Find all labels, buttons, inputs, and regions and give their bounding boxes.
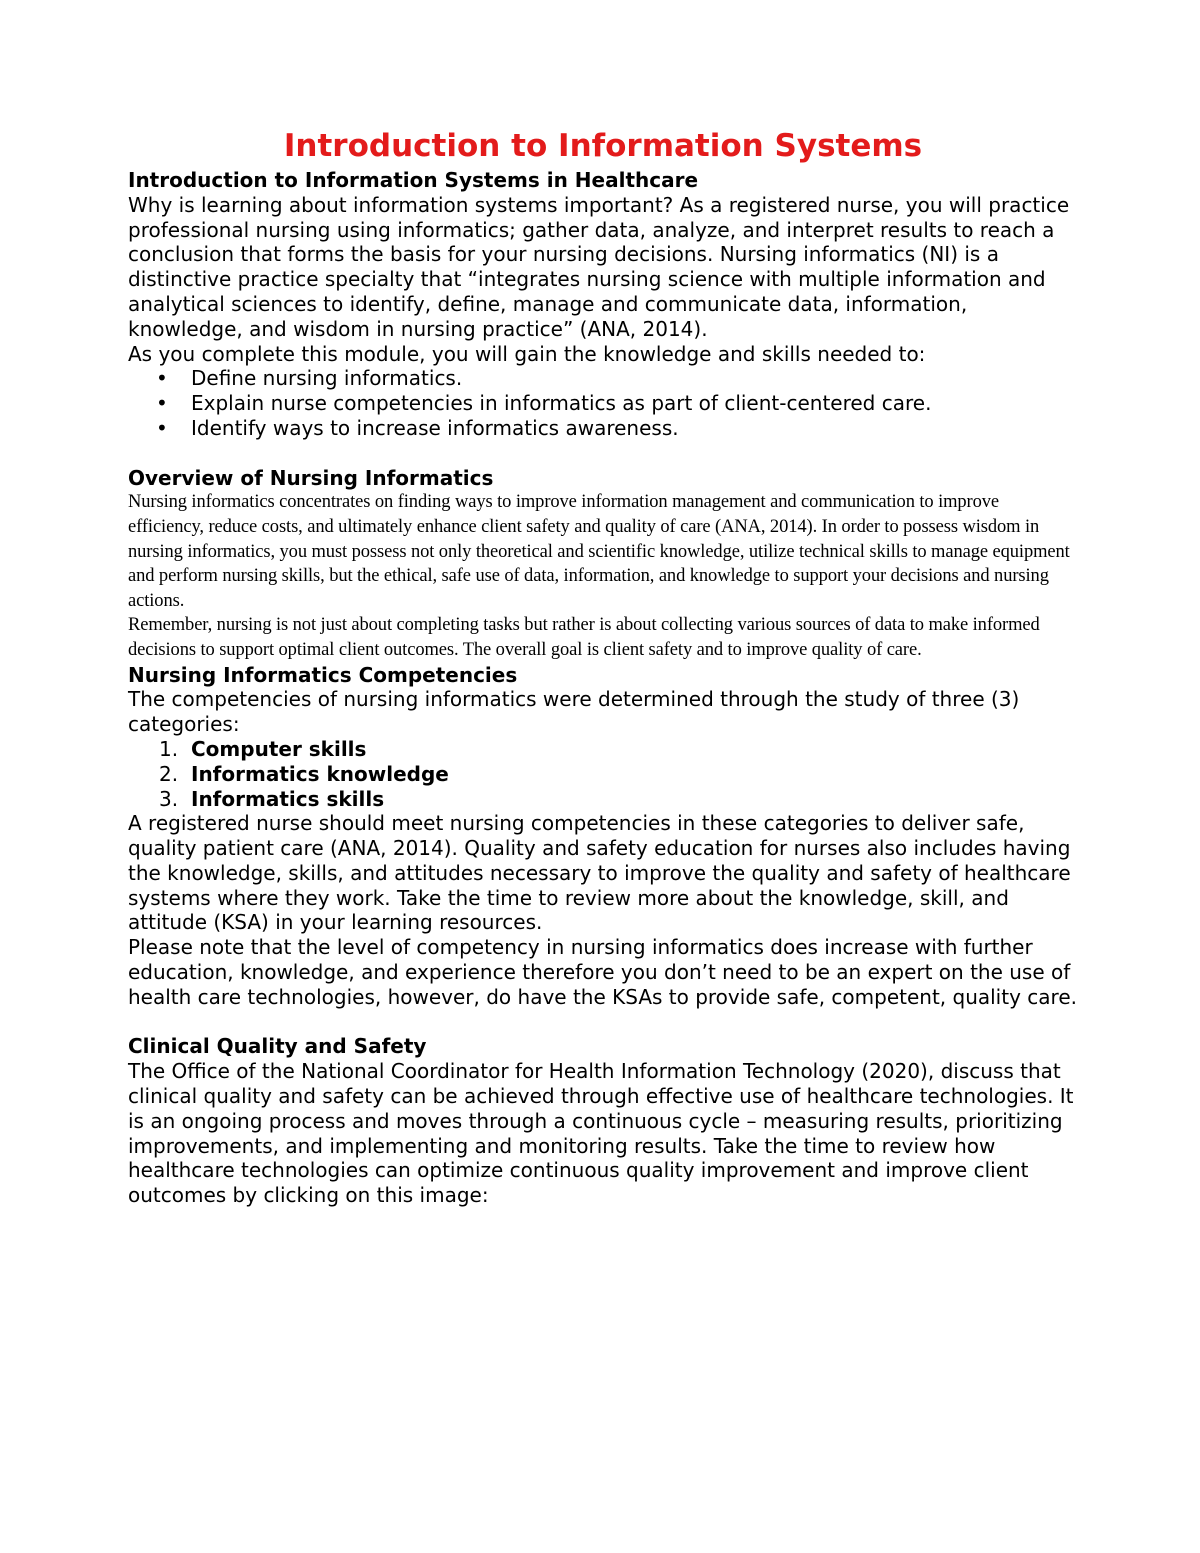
list-item-text: Computer skills [191,736,367,761]
list-item [128,391,1078,416]
competencies-list [128,737,1078,811]
bullet-icon: • [156,366,168,391]
competencies-paragraph: A registered nurse should meet nursing competencies in these categories to deliver safe, quality patient care (ANA, 2014). Quality and safety education for nurses also includes having the knowledge, skills, and attitudes necessary to improve the quality and safety of healthcare systems where they work. Take the time to review more about the knowledge, skill, and attitude (KSA) in your learning resources. [128,811,1071,935]
spacer [128,441,1078,466]
competency-note-paragraph: Please note that the level of competency in nursing informatics does increase with further education, knowledge, and experience therefore you don’t need to be an expert on the use of health care technologies, however, do have the KSAs to provide safe, competent, quality care. [128,935,1077,1009]
list-item [128,787,1078,812]
list-item-text: Informatics skills [191,786,385,811]
list-item-text: Explain nurse competencies in informatics as part of client-centered care. [191,391,932,416]
list-item-text: Informatics knowledge [191,761,449,786]
section-heading-clinical-quality: Clinical Quality and Safety [128,1034,427,1059]
competencies-intro: The competencies of nursing informatics were determined through the study of three (3) categories: [128,687,1020,737]
objectives-list [128,366,1078,440]
section-heading-competencies: Nursing Informatics Competencies [128,662,518,687]
intro-paragraph: Why is learning about information systems important? As a registered nurse, you will practice professional nursing using informatics; gather data, analyze, and interpret results to reach a conclusion that forms the basis for your nursing decisions. Nursing informatics (NI) is a distinctive practice specialty that “integrates nursing science with multiple information and analytical sciences to identify, define, manage and communicate data, information, knowledge, and wisdom in nursing practice” (ANA, 2014). [128,192,1070,341]
list-number: 1. [159,736,179,761]
list-item [128,737,1078,762]
list-item-text: Define nursing informatics. [191,366,463,391]
list-number: 3. [159,786,179,811]
module-lead-in: As you complete this module, you will gain the knowledge and skills needed to: [128,341,926,366]
list-number: 2. [159,761,179,786]
list-item [128,762,1078,787]
overview-remember-paragraph: Remember, nursing is not just about completing tasks but rather is about collecting various sources of data to make informed decisions to support optimal client outcomes. The overall goal is client safety and to improve quality of care. [128,615,1040,660]
list-item [128,366,1078,391]
document-page [128,124,1078,1208]
spacer [128,1010,1078,1035]
bullet-icon: • [156,391,168,416]
section-heading-overview: Overview of Nursing Informatics [128,465,494,490]
list-item [128,416,1078,441]
document-title: Introduction to Information Systems [283,128,923,164]
list-item-text: Identify ways to increase informatics awareness. [191,415,679,440]
overview-paragraph: Nursing informatics concentrates on finding ways to improve information management and communication to improve efficiency, reduce costs, and ultimately enhance client safety and quality of care (ANA, 2014). In order to possess wisdom in nursing informatics, you must possess not only theoretical and scientific knowledge, utilize technical skills to manage equipment and perform nursing skills, but the ethical, safe use of data, information, and knowledge to support your decisions and nursing actions. [128,492,1070,611]
section-heading-intro-healthcare: Introduction to Information Systems in Healthcare [128,168,699,192]
bullet-icon: • [156,415,168,440]
clinical-quality-paragraph: The Office of the National Coordinator for Health Information Technology (2020), discuss that clinical quality and safety can be achieved through effective use of healthcare technologies. It is an ongoing process and moves through a continuous cycle – measuring results, prioritizing improvements, and implementing and monitoring results. Take the time to review how healthcare technologies can optimize continuous quality improvement and improve client outcomes by clicking on this image: [128,1059,1074,1208]
